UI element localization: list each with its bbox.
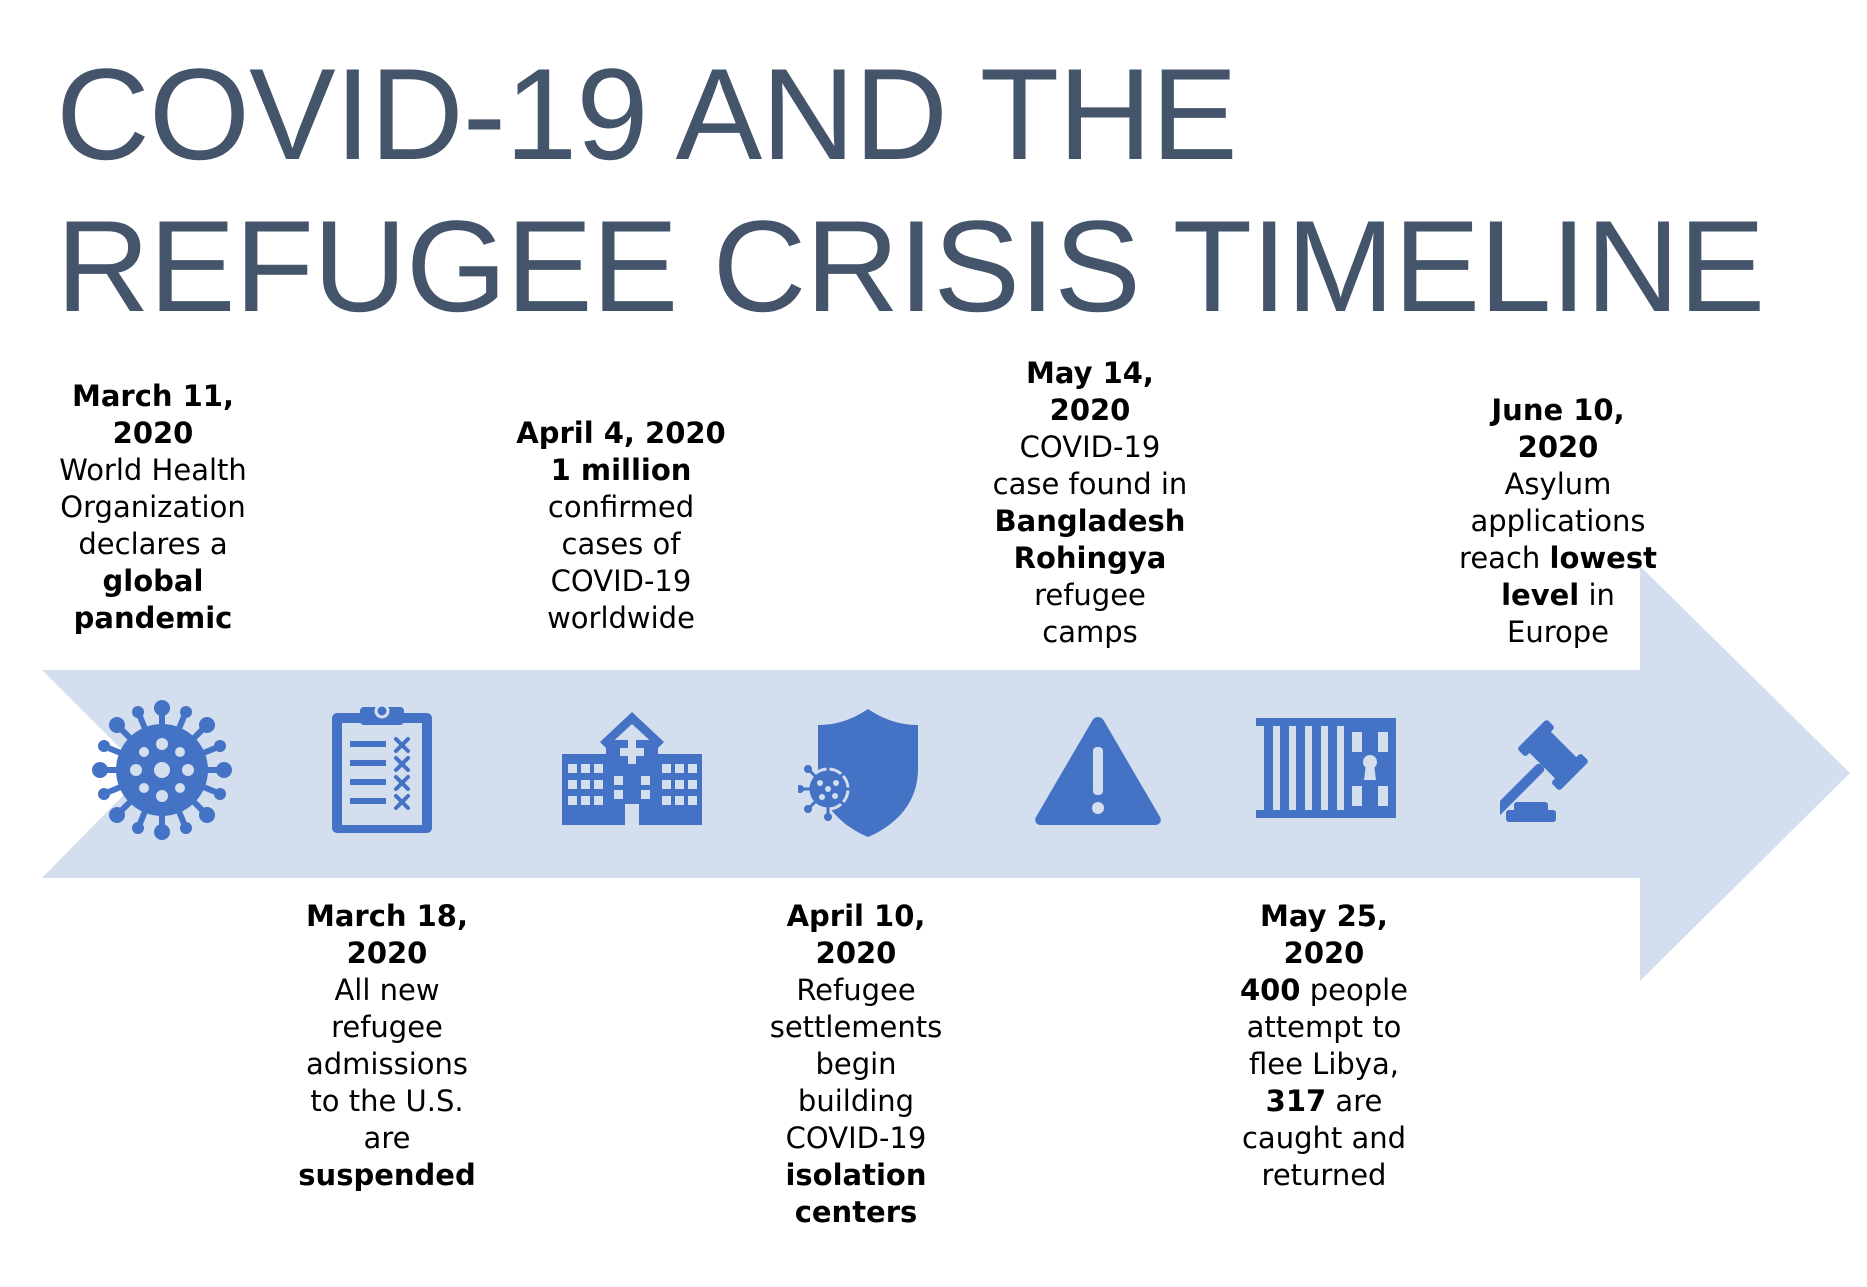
highlight-text: 1 million [550, 453, 692, 487]
description-text: worldwide [547, 601, 695, 635]
event-date: May 25, 2020 [1260, 899, 1388, 970]
highlight-text: pandemic [73, 601, 233, 635]
event-description-line [3, 600, 303, 637]
description-text: All new [334, 973, 440, 1007]
highlight-text: lowest [1549, 541, 1657, 575]
event-description-line [706, 1009, 1006, 1046]
gavel-icon [1500, 718, 1618, 824]
event-description-line [940, 429, 1240, 466]
event-description-line [1408, 466, 1708, 503]
event-date: March 18, 2020 [305, 899, 469, 970]
highlight-text: 317 [1265, 1084, 1327, 1118]
event-description-line [1408, 503, 1708, 540]
event-description-line [706, 1157, 1006, 1194]
event-description-line [940, 614, 1240, 651]
virus-shield-icon [798, 707, 918, 837]
description-text: refugee [331, 1010, 443, 1044]
event-description-line [706, 1046, 1006, 1083]
description-text: people [1300, 973, 1409, 1007]
description-text: are [1326, 1084, 1383, 1118]
description-text: COVID-19 [550, 564, 692, 598]
description-text: reach [1459, 541, 1550, 575]
event-march-18 [237, 898, 537, 1194]
event-description-line [237, 1157, 537, 1194]
description-text: flee Libya, [1249, 1047, 1399, 1081]
event-description-line [237, 1120, 537, 1157]
clipboard-checklist-icon [330, 703, 434, 835]
description-text: attempt to [1246, 1010, 1402, 1044]
event-description-line [706, 972, 1006, 1009]
event-description-line [706, 1194, 1006, 1231]
event-description-line [940, 540, 1240, 577]
description-text: caught and [1241, 1121, 1407, 1155]
event-description-line [1174, 1009, 1474, 1046]
highlight-text: isolation [785, 1158, 927, 1192]
description-text: Refugee [796, 973, 916, 1007]
description-text: case found in [992, 467, 1188, 501]
highlight-text: suspended [298, 1158, 476, 1192]
event-description [1174, 972, 1474, 1194]
event-description-line [1408, 577, 1708, 614]
event-description-line [1174, 1046, 1474, 1083]
event-description-line [237, 1009, 537, 1046]
event-june-10 [1408, 392, 1708, 651]
description-text: settlements [769, 1010, 943, 1044]
description-text: are [363, 1121, 411, 1155]
event-description-line [471, 526, 771, 563]
warning-icon [1034, 713, 1162, 825]
event-description-line [1408, 540, 1708, 577]
event-description-line [1408, 614, 1708, 651]
description-text: to the U.S. [310, 1084, 464, 1118]
event-may-14 [940, 355, 1240, 651]
event-description-line [940, 503, 1240, 540]
highlight-text: global [102, 564, 204, 598]
description-text: refugee [1034, 578, 1146, 612]
description-text: World Health [59, 453, 247, 487]
event-description-line [471, 452, 771, 489]
event-description-line [706, 1120, 1006, 1157]
description-text: begin [815, 1047, 897, 1081]
description-text: COVID-19 [1019, 430, 1161, 464]
event-description [237, 972, 537, 1194]
hospital-icon [562, 710, 702, 825]
event-april-10 [706, 898, 1006, 1231]
description-text: building [797, 1084, 915, 1118]
description-text: cases of [561, 527, 681, 561]
event-description-line [3, 452, 303, 489]
event-description-line [1174, 1157, 1474, 1194]
description-text: COVID-19 [785, 1121, 927, 1155]
description-text: Organization [60, 490, 246, 524]
event-description-line [237, 1046, 537, 1083]
event-description [1408, 466, 1708, 651]
description-text: camps [1042, 615, 1138, 649]
event-description-line [1174, 1083, 1474, 1120]
description-text: in [1579, 578, 1615, 612]
title-line-1: COVID-19 AND THE [56, 41, 1237, 187]
event-description-line [237, 1083, 537, 1120]
event-description-line [3, 526, 303, 563]
event-description [471, 452, 771, 637]
description-text: Asylum [1504, 467, 1612, 501]
highlight-text: Bangladesh [994, 504, 1186, 538]
event-date: April 10, 2020 [786, 899, 926, 970]
event-description-line [237, 972, 537, 1009]
event-date: April 4, 2020 [516, 416, 726, 450]
event-description [940, 429, 1240, 651]
description-text: returned [1261, 1158, 1387, 1192]
highlight-text: Rohingya [1013, 541, 1167, 575]
event-description-line [3, 563, 303, 600]
event-description-line [471, 600, 771, 637]
event-may-25 [1174, 898, 1474, 1194]
event-date: May 14, 2020 [1026, 356, 1154, 427]
event-april-4 [471, 415, 771, 637]
highlight-text: centers [794, 1195, 918, 1229]
description-text: declares a [78, 527, 228, 561]
event-description-line [940, 466, 1240, 503]
description-text: applications [1470, 504, 1646, 538]
event-description-line [3, 489, 303, 526]
event-date: June 10, 2020 [1491, 393, 1625, 464]
prison-bars-icon [1256, 718, 1396, 818]
event-date: March 11, 2020 [71, 379, 235, 450]
event-description-line [1174, 972, 1474, 1009]
event-description-line [471, 563, 771, 600]
event-description-line [940, 577, 1240, 614]
highlight-text: level [1501, 578, 1580, 612]
event-march-11 [3, 378, 303, 637]
title-line-2: REFUGEE CRISIS TIMELINE [56, 193, 1765, 339]
event-description-line [471, 489, 771, 526]
highlight-text: 400 [1239, 973, 1301, 1007]
description-text: admissions [306, 1047, 468, 1081]
event-description [706, 972, 1006, 1231]
description-text: Europe [1507, 615, 1609, 649]
virus-icon [92, 700, 232, 840]
event-description [3, 452, 303, 637]
event-description-line [1174, 1120, 1474, 1157]
event-description-line [706, 1083, 1006, 1120]
description-text: confirmed [547, 490, 695, 524]
